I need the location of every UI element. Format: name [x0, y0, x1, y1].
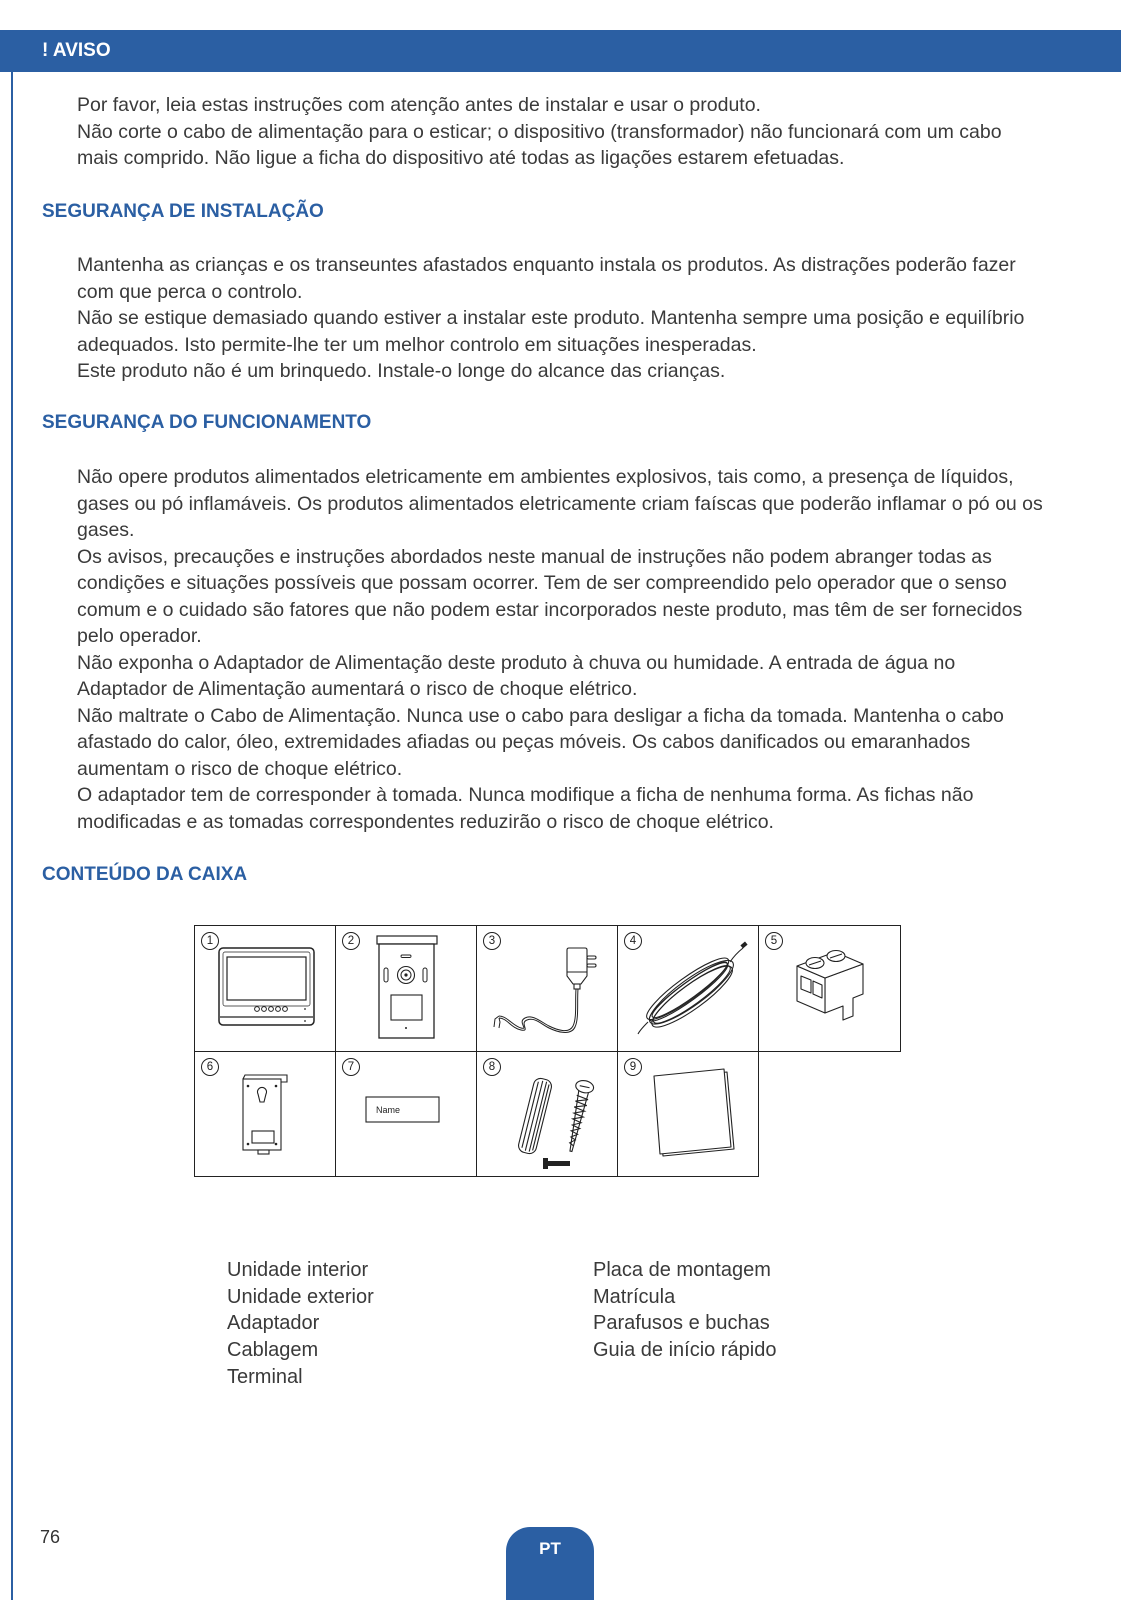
- warning-title: ! AVISO: [42, 40, 111, 61]
- item-number: 8: [483, 1058, 501, 1076]
- text-line: gases.: [77, 519, 135, 541]
- box-item-cabling: [617, 925, 759, 1052]
- text-line: Não maltrate o Cabo de Alimentação. Nunca use o cabo para desligar a ficha da tomada. Mantenha o cabo: [77, 704, 1004, 727]
- operation-safety-text: [77, 464, 1043, 835]
- text-line: Adaptador de Alimentação aumentará o risco de choque elétrico.: [77, 678, 638, 700]
- text-line: modificadas e as tomadas correspondentes reduzirão o risco de choque elétrico.: [77, 810, 774, 833]
- list-item: Adaptador: [227, 1312, 320, 1335]
- box-item-terminal: [758, 925, 901, 1052]
- language-tab-label: PT: [539, 1539, 561, 1558]
- contents-list-right: [593, 1257, 776, 1364]
- contents-list-left: [227, 1257, 374, 1391]
- item-number: 5: [765, 932, 783, 950]
- list-item: Guia de início rápido: [593, 1339, 777, 1362]
- list-item: Cablagem: [227, 1339, 319, 1362]
- item-number: 1: [201, 932, 219, 950]
- item-number: 7: [342, 1058, 360, 1076]
- list-item: Unidade interior: [227, 1259, 369, 1281]
- text-line: Por favor, leia estas instruções com atenção antes de instalar e usar o produto.: [77, 94, 761, 116]
- text-line: mais comprido. Não ligue a ficha do dispositivo até todas as ligações estarem efetuadas.: [77, 147, 845, 169]
- text-line: gases ou pó inflamáveis. Os produtos alimentados eletricamente criam faíscas que poderão inflamar o pó ou os: [77, 492, 1043, 515]
- operation-safety-heading: SEGURANÇA DO FUNCIONAMENTO: [42, 412, 372, 433]
- text-line: Este produto não é um brinquedo. Instale-o longe do alcance das crianças.: [77, 360, 726, 382]
- item-number: 4: [624, 932, 642, 950]
- page-number: 76: [40, 1527, 61, 1547]
- box-item-screws-dowels: [476, 1051, 618, 1177]
- name-plate-label: Name: [376, 1105, 401, 1115]
- left-margin-rule: [11, 72, 13, 1600]
- text-line: adequados. Isto permite-lhe ter um melhor controlo em situações inesperadas.: [77, 333, 757, 356]
- list-item: Placa de montagem: [593, 1259, 771, 1281]
- installation-safety-heading: SEGURANÇA DE INSTALAÇÃO: [42, 201, 324, 222]
- item-number: 2: [342, 932, 360, 950]
- list-item: Terminal: [227, 1365, 303, 1388]
- warning-banner: [0, 30, 1121, 72]
- text-line: O adaptador tem de corresponder à tomada. Nunca modifique a ficha de nenhuma forma. As fichas não: [77, 784, 974, 806]
- text-line: afastado do calor, óleo, extremidades afiadas ou peças móveis. Os cabos danificados ou emaranhados: [77, 731, 971, 753]
- list-item: Matrícula: [593, 1285, 676, 1308]
- text-line: pelo operador.: [77, 625, 202, 647]
- language-tab: [506, 1527, 594, 1600]
- box-item-adapter: [476, 925, 618, 1052]
- item-number: 9: [624, 1058, 642, 1076]
- text-line: aumentam o risco de choque elétrico.: [77, 757, 403, 780]
- box-item-quick-start-guide: [617, 1051, 759, 1177]
- item-number: 6: [201, 1058, 219, 1076]
- text-line: comum e o cuidado são fatores que não podem estar incorporados neste produto, mas têm de ser fornecidos: [77, 598, 1023, 621]
- box-item-outdoor-unit: [335, 925, 477, 1052]
- text-line: Não exponha o Adaptador de Alimentação deste produto à chuva ou humidade. A entrada de água no: [77, 651, 956, 674]
- box-item-indoor-unit: [194, 925, 336, 1052]
- text-line: Não opere produtos alimentados eletricamente em ambientes explosivos, tais como, a presença de líquidos,: [77, 466, 1014, 488]
- text-line: Não se estique demasiado quando estiver a instalar este produto. Mantenha sempre uma posição e equilíbrio: [77, 307, 1025, 329]
- box-contents-heading: CONTEÚDO DA CAIXA: [42, 864, 248, 885]
- item-number: 3: [483, 932, 501, 950]
- list-item: Unidade exterior: [227, 1285, 374, 1308]
- installation-safety-text: [77, 252, 1024, 385]
- box-item-mounting-plate: [194, 1051, 336, 1177]
- text-line: com que perca o controlo.: [77, 280, 303, 303]
- text-line: Os avisos, precauções e instruções abordados neste manual de instruções não podem abranger todas as: [77, 545, 992, 568]
- list-item: Parafusos e buchas: [593, 1312, 770, 1335]
- warning-text: [77, 92, 1002, 172]
- text-line: condições e situações possíveis que possam ocorrer. Tem de ser compreendido pelo operador que o senso: [77, 572, 1007, 594]
- text-line: Mantenha as crianças e os transeuntes afastados enquanto instala os produtos. As distrações poderão fazer: [77, 254, 1016, 276]
- text-line: Não corte o cabo de alimentação para o esticar; o dispositivo (transformador) não funcionará com um cabo: [77, 120, 1002, 143]
- box-item-name-plate: [335, 1051, 477, 1177]
